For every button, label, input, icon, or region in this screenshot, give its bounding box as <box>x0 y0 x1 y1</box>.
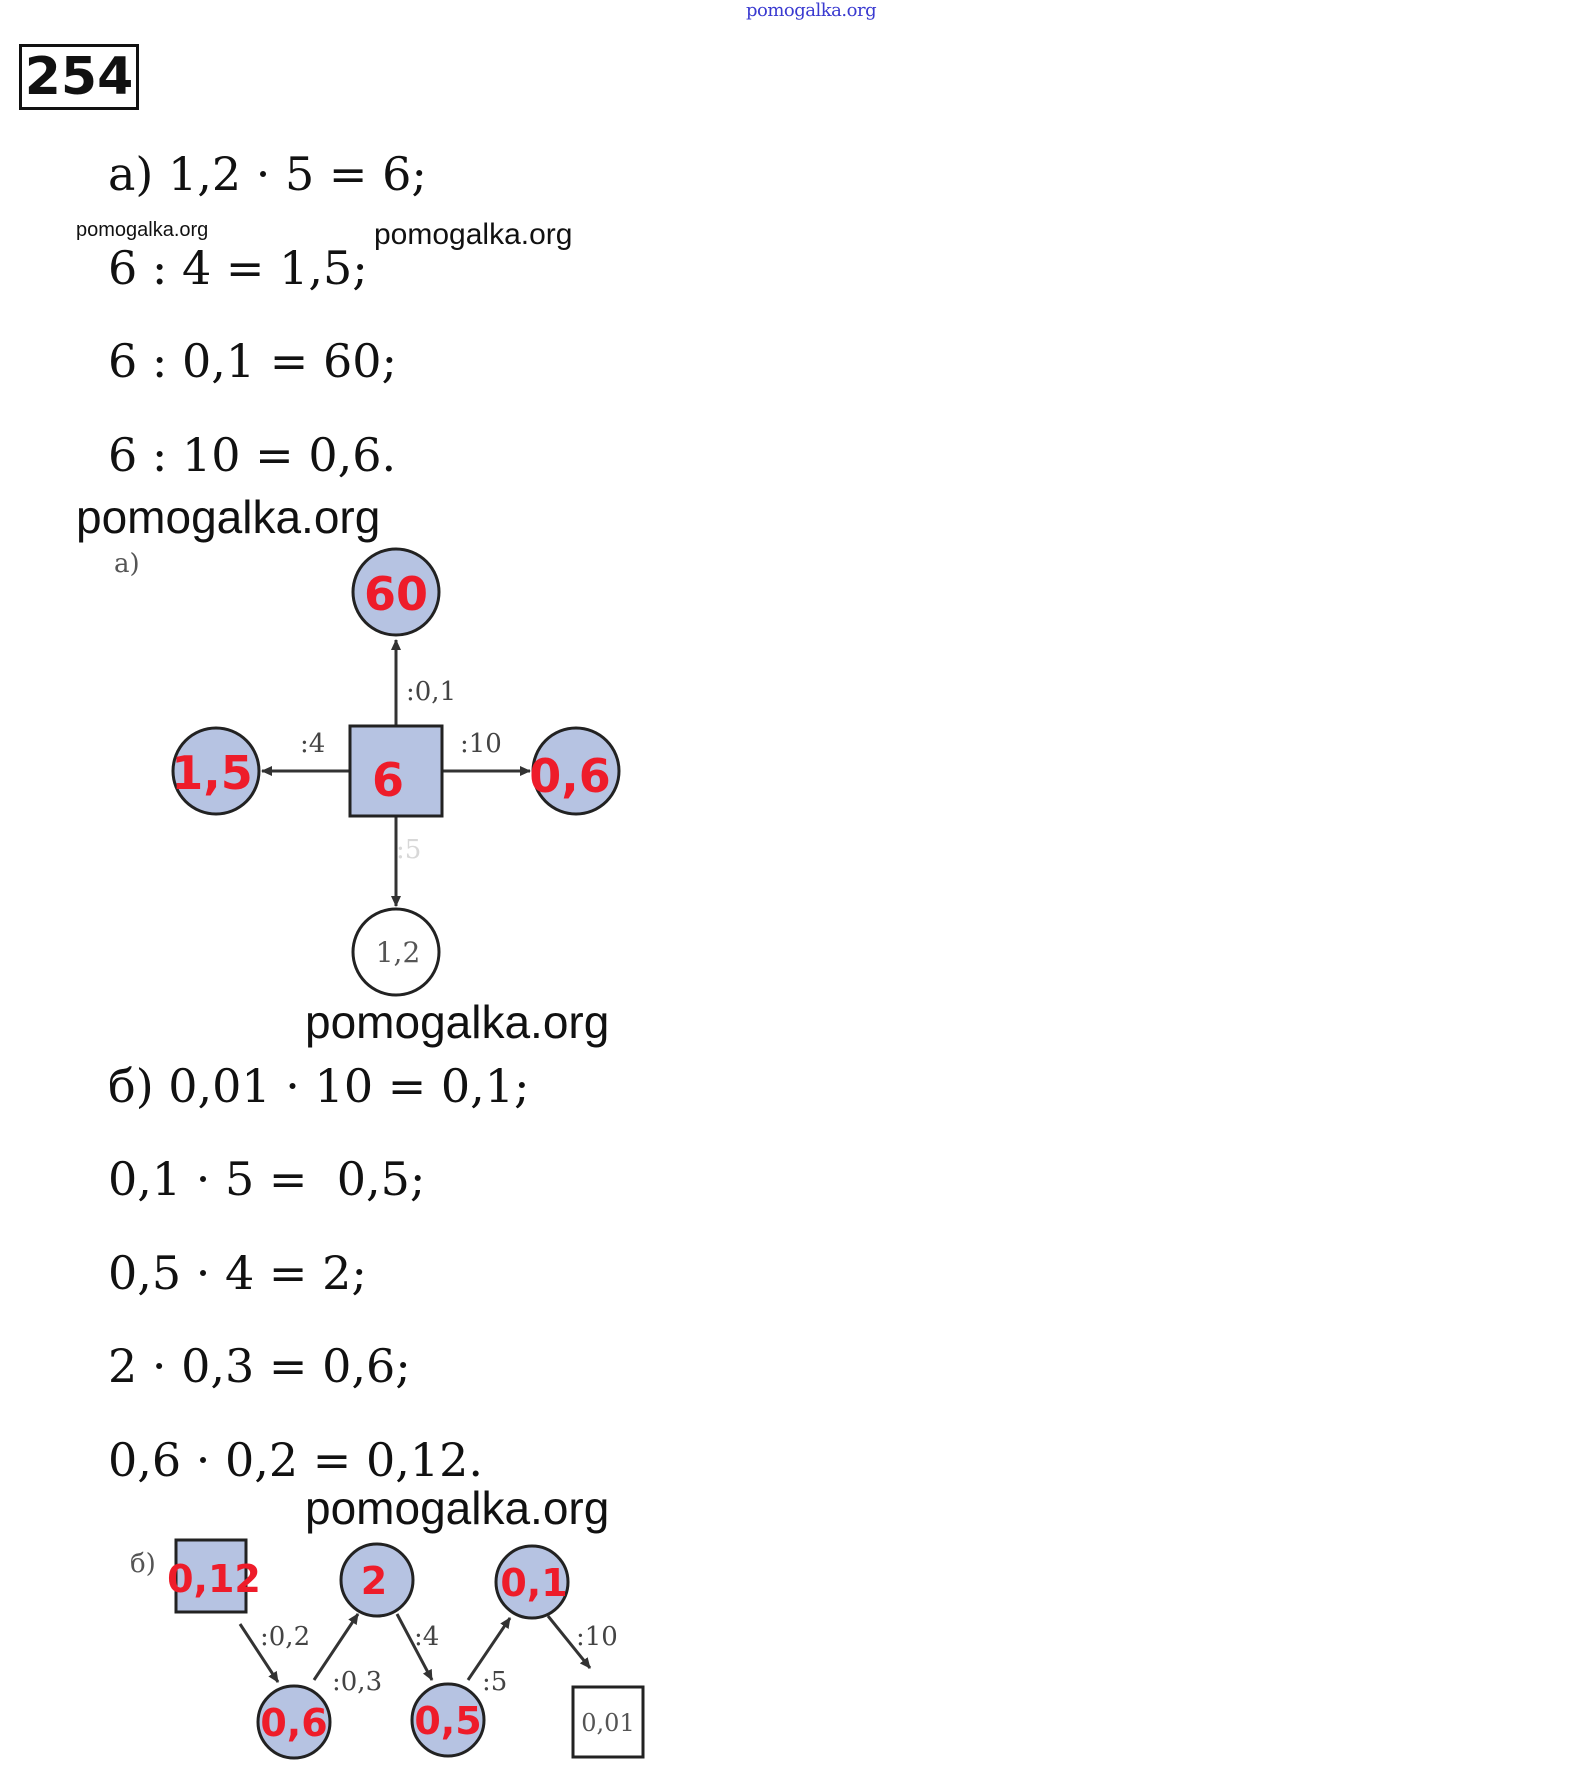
figure-b-label: б) <box>130 1549 156 1579</box>
op-label-right: :10 <box>460 729 502 759</box>
equation-a-4: 6 : 10 = 0,6. <box>108 428 397 482</box>
figure-b <box>0 1500 700 1790</box>
equation-a-2: 6 : 4 = 1,5; <box>108 241 368 295</box>
figure-a-label: а) <box>114 549 140 579</box>
op-label-left: :4 <box>300 729 326 759</box>
watermark-medium: pomogalka.org <box>374 218 573 251</box>
op-b-3: :4 <box>414 1622 440 1652</box>
node-b-0-value: 0,12 <box>167 1557 261 1601</box>
equation-b-3: 0,5 · 4 = 2; <box>108 1246 367 1300</box>
node-b-1-value: 0,6 <box>260 1701 328 1745</box>
node-top-value: 60 <box>363 567 429 621</box>
node-left-value: 1,5 <box>171 746 253 800</box>
node-right-value: 0,6 <box>529 749 611 803</box>
equation-b-2: 0,1 · 5 = 0,5; <box>108 1152 426 1206</box>
node-b-5-value: 0,01 <box>581 1709 635 1737</box>
op-label-bottom: :5 <box>396 835 422 865</box>
node-center-value: 6 <box>371 753 405 807</box>
op-b-5: :10 <box>576 1622 618 1652</box>
node-b-2-value: 2 <box>360 1559 388 1603</box>
watermark-top: pomogalka.org <box>746 0 877 21</box>
task-number: 254 <box>19 44 139 110</box>
node-bottom-value: 1,2 <box>375 936 421 969</box>
watermark-small: pomogalka.org <box>76 219 209 241</box>
equation-a-1: а) 1,2 · 5 = 6; <box>108 147 427 201</box>
node-b-4-value: 0,1 <box>500 1561 568 1605</box>
op-b-2: :0,3 <box>332 1667 383 1697</box>
equation-a-3: 6 : 0,1 = 60; <box>108 334 397 388</box>
op-b-1: :0,2 <box>260 1622 311 1652</box>
equation-b-4: 2 · 0,3 = 0,6; <box>108 1339 411 1393</box>
op-b-4: :5 <box>482 1667 508 1697</box>
watermark-large-3: pomogalka.org <box>305 1482 610 1534</box>
figure-a <box>0 0 700 1000</box>
watermark-large-2: pomogalka.org <box>305 996 610 1048</box>
equation-b-1: б) 0,01 · 10 = 0,1; <box>108 1059 530 1113</box>
equation-b-5: 0,6 · 0,2 = 0,12. <box>108 1433 484 1487</box>
watermark-large-1: pomogalka.org <box>76 491 381 543</box>
op-label-top: :0,1 <box>406 677 457 707</box>
node-b-3-value: 0,5 <box>414 1699 482 1743</box>
